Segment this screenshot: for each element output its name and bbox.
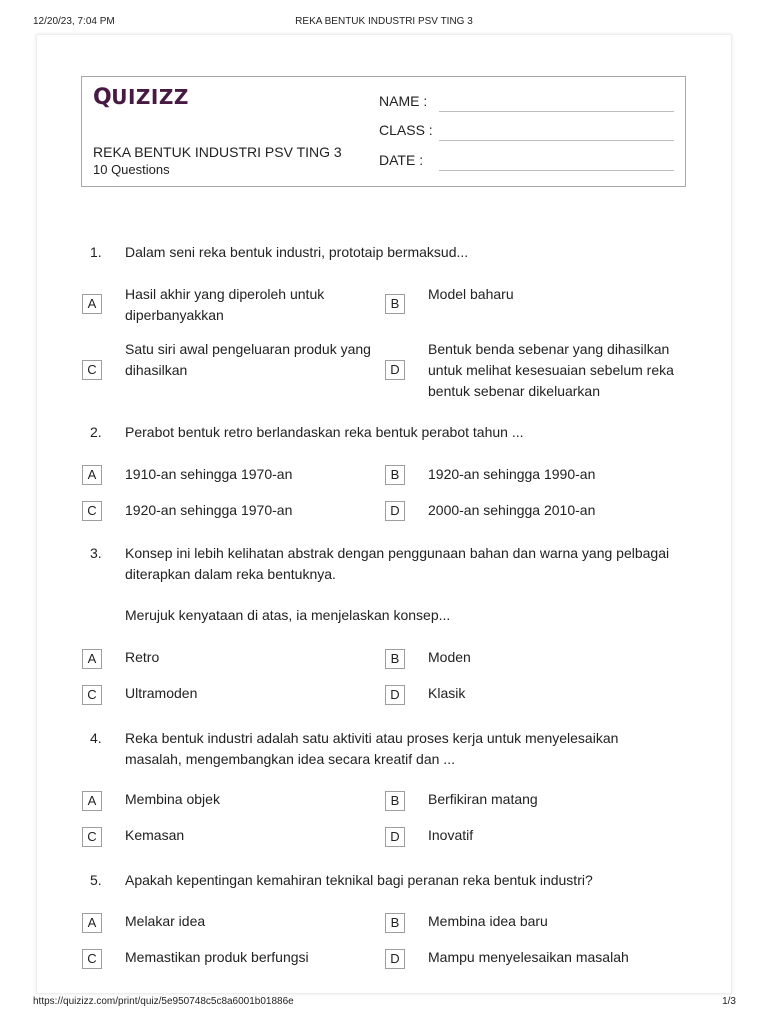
option-b-text: Moden xyxy=(428,649,471,665)
option-c-text: Kemasan xyxy=(125,827,185,843)
option-d-text: 2000-an sehingga 2010-an xyxy=(428,502,596,518)
option-c-text: Ultramoden xyxy=(125,685,198,701)
question-number: 3. xyxy=(90,545,102,561)
option-b-box: B xyxy=(385,791,405,811)
option-a-box: A xyxy=(82,913,102,933)
option-d-text: Inovatif xyxy=(428,827,474,843)
option-b-box: B xyxy=(385,649,405,669)
question-number: 1. xyxy=(90,244,102,260)
question-number: 5. xyxy=(90,872,102,888)
print-url: https://quizizz.com/print/quiz/5e950748c5c8a6001b01886e xyxy=(33,996,294,1007)
question-count: 10 Questions xyxy=(93,162,170,177)
option-d-box: D xyxy=(385,949,405,969)
logo-letters: UIZIZZ xyxy=(111,85,189,109)
class-label: CLASS : xyxy=(379,122,433,138)
logo-letter-q: Q xyxy=(93,84,113,110)
option-c-box: C xyxy=(82,949,102,969)
option-a-box: A xyxy=(82,294,102,314)
option-d-box: D xyxy=(385,827,405,847)
option-a-text: Melakar idea xyxy=(125,913,206,929)
quizizz-logo xyxy=(93,85,189,109)
option-a-box: A xyxy=(82,791,102,811)
option-c-text: 1920-an sehingga 1970-an xyxy=(125,502,293,518)
class-field-line xyxy=(439,140,674,141)
name-label: NAME : xyxy=(379,93,428,109)
question-text: Dalam seni reka bentuk industri, prototaip bermaksud... xyxy=(125,244,469,260)
option-b-text: Membina idea baru xyxy=(428,913,548,929)
option-d-text: Klasik xyxy=(428,685,466,701)
option-c-box: C xyxy=(82,360,102,380)
option-a-text: Hasil akhir yang diperoleh untuk diperbanyakkan xyxy=(125,286,325,323)
option-d-text: Bentuk benda sebenar yang dihasilkan untuk melihat kesesuaian sebelum reka bentuk sebenar dikeluarkan xyxy=(428,341,674,399)
option-a-text: Membina objek xyxy=(125,791,220,807)
question-text: Apakah kepentingan kemahiran teknikal bagi peranan reka bentuk industri? xyxy=(125,872,593,888)
option-a-text: 1910-an sehingga 1970-an xyxy=(125,466,293,482)
option-c-box: C xyxy=(82,501,102,521)
question-text: Reka bentuk industri adalah satu aktiviti atau proses kerja untuk menyelesaikan masalah, mengembangkan idea secara kreatif dan ... xyxy=(125,730,619,767)
question-subtext: Merujuk kenyataan di atas, ia menjelaskan konsep... xyxy=(125,607,451,623)
question-text: Konsep ini lebih kelihatan abstrak dengan penggunaan bahan dan warna yang pelbagai diterapkan dalam reka bentuknya. xyxy=(125,545,670,582)
option-b-text: Model baharu xyxy=(428,286,514,302)
option-b-box: B xyxy=(385,294,405,314)
option-b-text: 1920-an sehingga 1990-an xyxy=(428,466,596,482)
quiz-title: REKA BENTUK INDUSTRI PSV TING 3 xyxy=(93,144,342,160)
question-text: Perabot bentuk retro berlandaskan reka bentuk perabot tahun ... xyxy=(125,424,524,440)
quiz-header-box xyxy=(81,76,686,187)
print-document-title: REKA BENTUK INDUSTRI PSV TING 3 xyxy=(295,16,473,27)
option-c-box: C xyxy=(82,827,102,847)
name-field-line xyxy=(439,111,674,112)
option-d-box: D xyxy=(385,685,405,705)
option-a-box: A xyxy=(82,649,102,669)
option-d-box: D xyxy=(385,501,405,521)
option-a-box: A xyxy=(82,465,102,485)
option-b-box: B xyxy=(385,913,405,933)
print-footer xyxy=(0,992,768,1012)
option-d-text: Mampu menyelesaikan masalah xyxy=(428,949,629,965)
option-c-text: Satu siri awal pengeluaran produk yang dihasilkan xyxy=(125,341,371,378)
question-number: 2. xyxy=(90,424,102,440)
option-c-box: C xyxy=(82,685,102,705)
option-a-text: Retro xyxy=(125,649,160,665)
question-number: 4. xyxy=(90,730,102,746)
print-datetime: 12/20/23, 7:04 PM xyxy=(33,16,115,27)
date-label: DATE : xyxy=(379,152,424,168)
print-header xyxy=(0,0,768,30)
date-field-line xyxy=(439,170,674,171)
page-number: 1/3 xyxy=(722,996,736,1007)
option-d-box: D xyxy=(385,360,405,380)
option-b-text: Berfikiran matang xyxy=(428,791,538,807)
option-c-text: Memastikan produk berfungsi xyxy=(125,949,309,965)
option-b-box: B xyxy=(385,465,405,485)
